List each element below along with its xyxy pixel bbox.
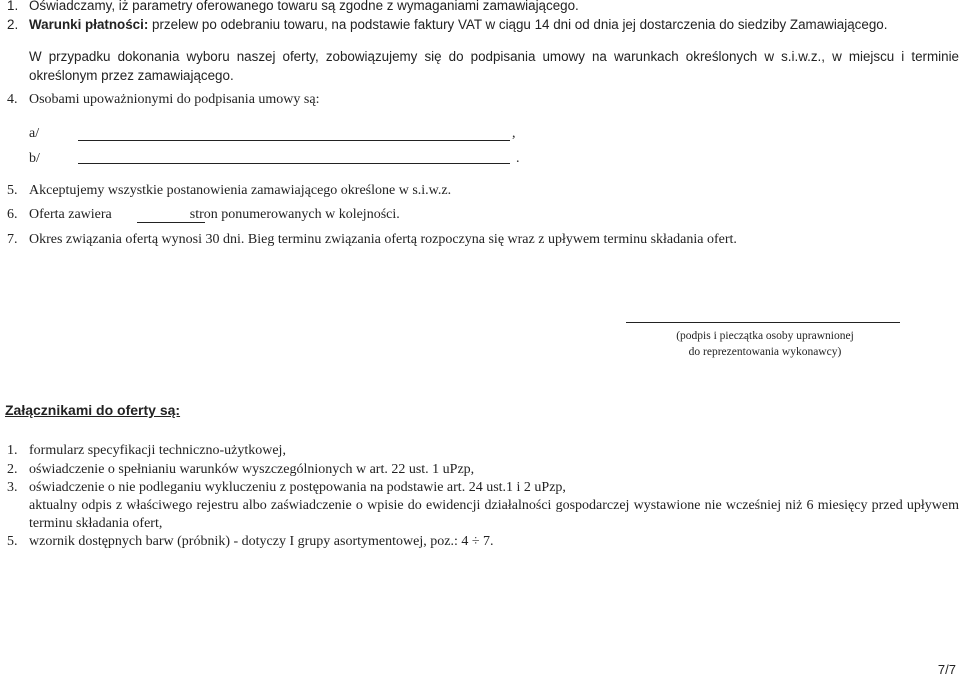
- attachment-item: [7, 533, 494, 551]
- attachment-number: 1.: [7, 443, 18, 458]
- item-number: [7, 47, 29, 66]
- signatory-a-field[interactable]: [78, 140, 510, 141]
- signatory-a-separator: ,: [512, 126, 516, 141]
- signature-line[interactable]: [626, 322, 900, 323]
- statement-item-4: [7, 90, 319, 109]
- attachments-heading: Załącznikami do oferty są:: [5, 402, 181, 418]
- payment-terms-label: Warunki płatności:: [29, 17, 149, 32]
- attachment-text: wzornik dostępnych barw (próbnik) - dotyczy I grupy asortymentowej, poz.: 4 ÷ 7.: [29, 534, 494, 549]
- attachment-text: formularz specyfikacji techniczno-użytkowej,: [29, 443, 286, 458]
- item-number: 1.: [7, 0, 19, 13]
- statement-item-3: [7, 47, 959, 85]
- attachment-text: aktualny odpis z właściwego rejestru albo zaświadczenie o wpisie do ewidencji działalności gospodarczej wystawione nie wcześniej niż 6 miesięcy przed upływem terminu składania ofert,: [29, 498, 959, 531]
- attachment-item: [7, 461, 474, 479]
- item-text: Okres związania ofertą wynosi 30 dni. Bieg terminu związania ofertą rozpoczyna się wraz z upływem terminu składania ofert.: [29, 232, 737, 247]
- attachment-text: oświadczenie o spełnianiu warunków wyszczególnionych w art. 22 ust. 1 uPzp,: [29, 462, 475, 477]
- attachment-number: [7, 497, 29, 515]
- item-number: 4.: [7, 92, 18, 107]
- item-text-before: Oferta zawiera: [29, 207, 112, 222]
- signature-caption-line-1: (podpis i pieczątka osoby uprawnionej: [676, 330, 854, 342]
- signatory-b-field[interactable]: [78, 163, 510, 164]
- item-text: W przypadku dokonania wyboru naszej oferty, zobowiązujemy się do podpisania umowy na warunkach określonych w s.i.w.z., w miejscu i terminie określonym przez zamawiającego.: [29, 49, 959, 83]
- item-number: 6.: [7, 207, 18, 222]
- statement-item-2: [7, 15, 887, 34]
- signatory-b-separator: .: [516, 151, 520, 166]
- statement-item-7: [7, 230, 737, 249]
- attachment-item: [7, 442, 286, 460]
- item-text: Osobami upoważnionymi do podpisania umowy są:: [29, 92, 320, 107]
- item-number: 5.: [7, 183, 18, 198]
- item-text: Oświadczamy, iż parametry oferowanego towaru są zgodne z wymaganiami zamawiającego.: [29, 0, 579, 13]
- attachment-number: 2.: [7, 462, 18, 477]
- item-number: 7.: [7, 232, 18, 247]
- attachment-number: 3.: [7, 480, 18, 495]
- item-text: przelew po odebraniu towaru, na podstawie faktury VAT w ciągu 14 dni od dnia jej dostarczenia do siedziby Zamawiającego.: [148, 17, 888, 32]
- item-number: 2.: [7, 17, 19, 32]
- signature-caption: [640, 328, 890, 360]
- attachment-item: [7, 479, 566, 497]
- attachment-text: oświadczenie o nie podleganiu wykluczeniu z postępowania na podstawie art. 24 ust.1 i 2 uPzp,: [29, 480, 566, 495]
- signature-caption-line-2: do reprezentowania wykonawcy): [688, 346, 842, 358]
- item-text-after: stron ponumerowanych w kolejności.: [189, 207, 400, 222]
- page-number: 7/7: [937, 662, 956, 677]
- statement-item-5: [7, 181, 451, 200]
- item-text: Akceptujemy wszystkie postanowienia zamawiającego określone w s.i.w.z.: [29, 183, 452, 198]
- attachment-item: [7, 497, 959, 533]
- attachment-number: 5.: [7, 534, 18, 549]
- statement-item-1: [7, 0, 579, 15]
- signatory-b-label: b/: [29, 151, 40, 166]
- page-count-field[interactable]: [137, 222, 205, 223]
- signatory-a-label: a/: [29, 126, 40, 141]
